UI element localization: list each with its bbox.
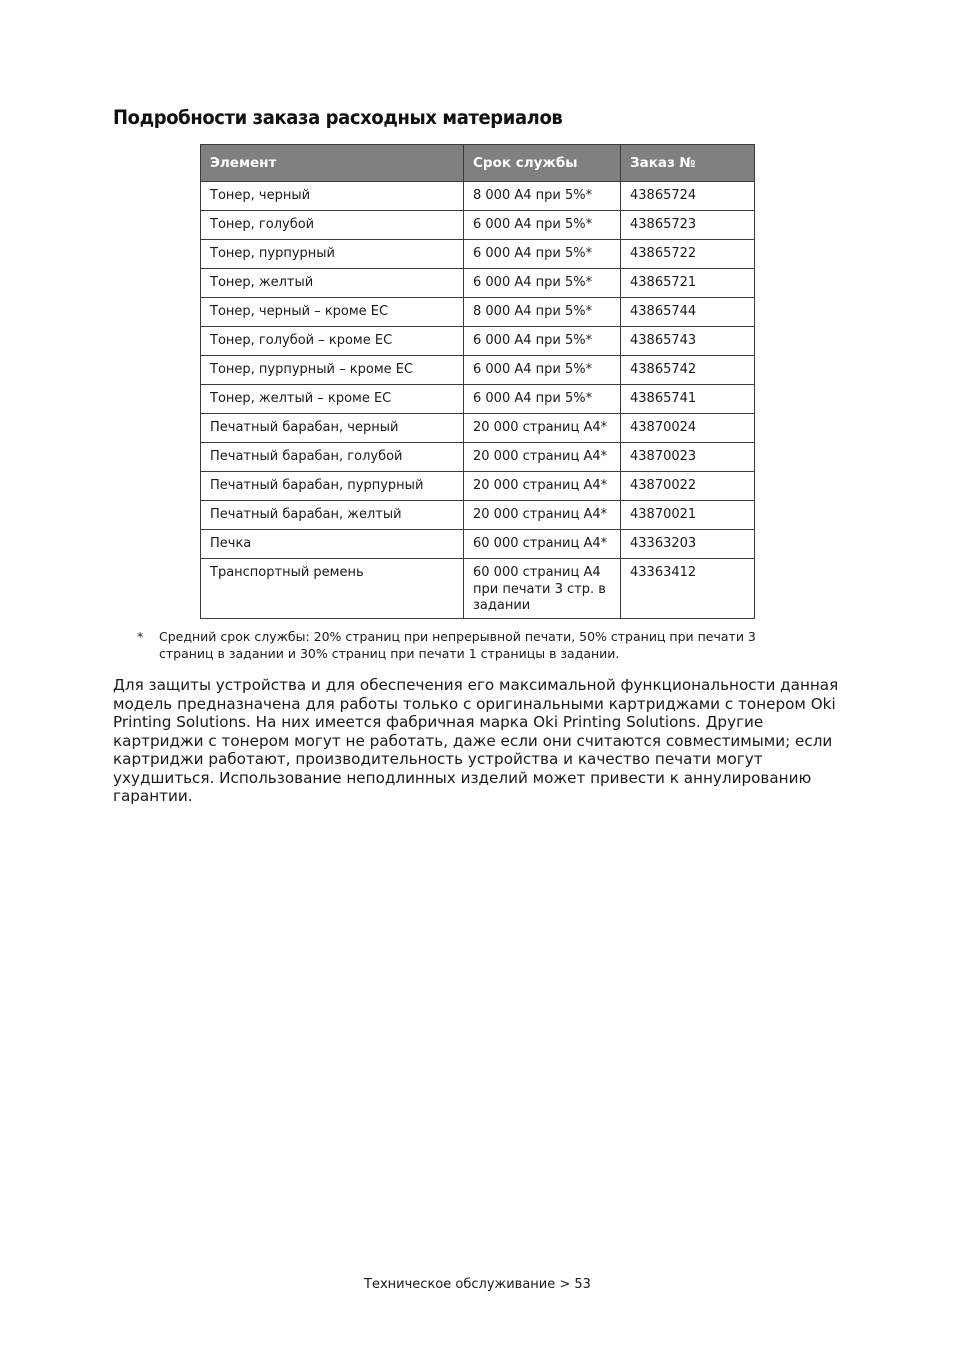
cell-order-number: 43865723 (621, 211, 755, 240)
cell-item: Тонер, голубой (201, 211, 464, 240)
cell-order-number: 43870023 (621, 443, 755, 472)
table-row (201, 327, 755, 356)
table-row (201, 211, 755, 240)
cell-item: Печатный барабан, голубой (201, 443, 464, 472)
cell-order-number: 43363203 (621, 530, 755, 559)
table-row (201, 298, 755, 327)
cell-lifetime: 8 000 A4 при 5%* (464, 182, 621, 211)
table-header-row (201, 145, 755, 182)
cell-item: Тонер, пурпурный (201, 240, 464, 269)
cell-lifetime: 60 000 страниц A4* (464, 530, 621, 559)
table-row (201, 501, 755, 530)
footnote (137, 628, 777, 662)
cell-order-number: 43363412 (621, 559, 755, 619)
cell-lifetime: 20 000 страниц A4* (464, 414, 621, 443)
cell-item: Транспортный ремень (201, 559, 464, 619)
footnote-mark: * (137, 629, 144, 644)
body-paragraph: Для защиты устройства и для обеспечения его максимальной функциональности данная модель предназначена для работы только с оригинальными картриджами с тонером Oki Printing Solutions. На них имеется фабричная марка Oki Printing Solutions. Другие картриджи с тонером могут не работать, даже если они считаются совместимыми; если картриджи работают, производительность устройства и качество печати могут ухудшиться. Использование неподлинных изделий может привести к аннулированию гарантии. (113, 676, 839, 805)
cell-lifetime: 6 000 A4 при 5%* (464, 356, 621, 385)
cell-order-number: 43870021 (621, 501, 755, 530)
cell-item: Тонер, пурпурный – кроме ЕС (201, 356, 464, 385)
cell-lifetime: 6 000 A4 при 5%* (464, 240, 621, 269)
cell-item: Тонер, черный (201, 182, 464, 211)
table-row (201, 414, 755, 443)
cell-order-number: 43870022 (621, 472, 755, 501)
table-row (201, 240, 755, 269)
cell-item: Печатный барабан, желтый (201, 501, 464, 530)
table-row (201, 356, 755, 385)
cell-order-number: 43865743 (621, 327, 755, 356)
column-header-lifetime: Срок службы (464, 145, 621, 182)
table-row (201, 182, 755, 211)
cell-lifetime: 6 000 A4 при 5%* (464, 269, 621, 298)
page-title: Подробности заказа расходных материалов (113, 106, 563, 129)
supplies-table (200, 144, 755, 619)
column-header-item: Элемент (201, 145, 464, 182)
cell-item: Тонер, голубой – кроме ЕС (201, 327, 464, 356)
cell-order-number: 43870024 (621, 414, 755, 443)
table-row (201, 559, 755, 619)
page-footer: Техническое обслуживание > 53 (364, 1277, 591, 1292)
cell-order-number: 43865722 (621, 240, 755, 269)
cell-item: Тонер, черный – кроме ЕС (201, 298, 464, 327)
cell-item: Печатный барабан, пурпурный (201, 472, 464, 501)
cell-lifetime: 6 000 A4 при 5%* (464, 211, 621, 240)
cell-order-number: 43865742 (621, 356, 755, 385)
cell-item: Тонер, желтый – кроме ЕС (201, 385, 464, 414)
cell-lifetime: 6 000 A4 при 5%* (464, 385, 621, 414)
cell-lifetime: 60 000 страниц A4 при печати 3 стр. в задании (464, 559, 621, 619)
cell-order-number: 43865741 (621, 385, 755, 414)
table-row (201, 269, 755, 298)
cell-lifetime: 6 000 A4 при 5%* (464, 327, 621, 356)
cell-item: Печатный барабан, черный (201, 414, 464, 443)
table-row (201, 530, 755, 559)
table-row (201, 385, 755, 414)
column-header-order-number: Заказ № (621, 145, 755, 182)
cell-order-number: 43865724 (621, 182, 755, 211)
cell-item: Печка (201, 530, 464, 559)
table-row (201, 472, 755, 501)
cell-lifetime: 20 000 страниц A4* (464, 501, 621, 530)
cell-order-number: 43865721 (621, 269, 755, 298)
cell-lifetime: 8 000 A4 при 5%* (464, 298, 621, 327)
footnote-text: Средний срок службы: 20% страниц при непрерывной печати, 50% страниц при печати 3 страниц в задании и 30% страниц при печати 1 страницы в задании. (159, 629, 756, 661)
cell-lifetime: 20 000 страниц A4* (464, 472, 621, 501)
cell-lifetime: 20 000 страниц A4* (464, 443, 621, 472)
cell-item: Тонер, желтый (201, 269, 464, 298)
cell-order-number: 43865744 (621, 298, 755, 327)
table-row (201, 443, 755, 472)
